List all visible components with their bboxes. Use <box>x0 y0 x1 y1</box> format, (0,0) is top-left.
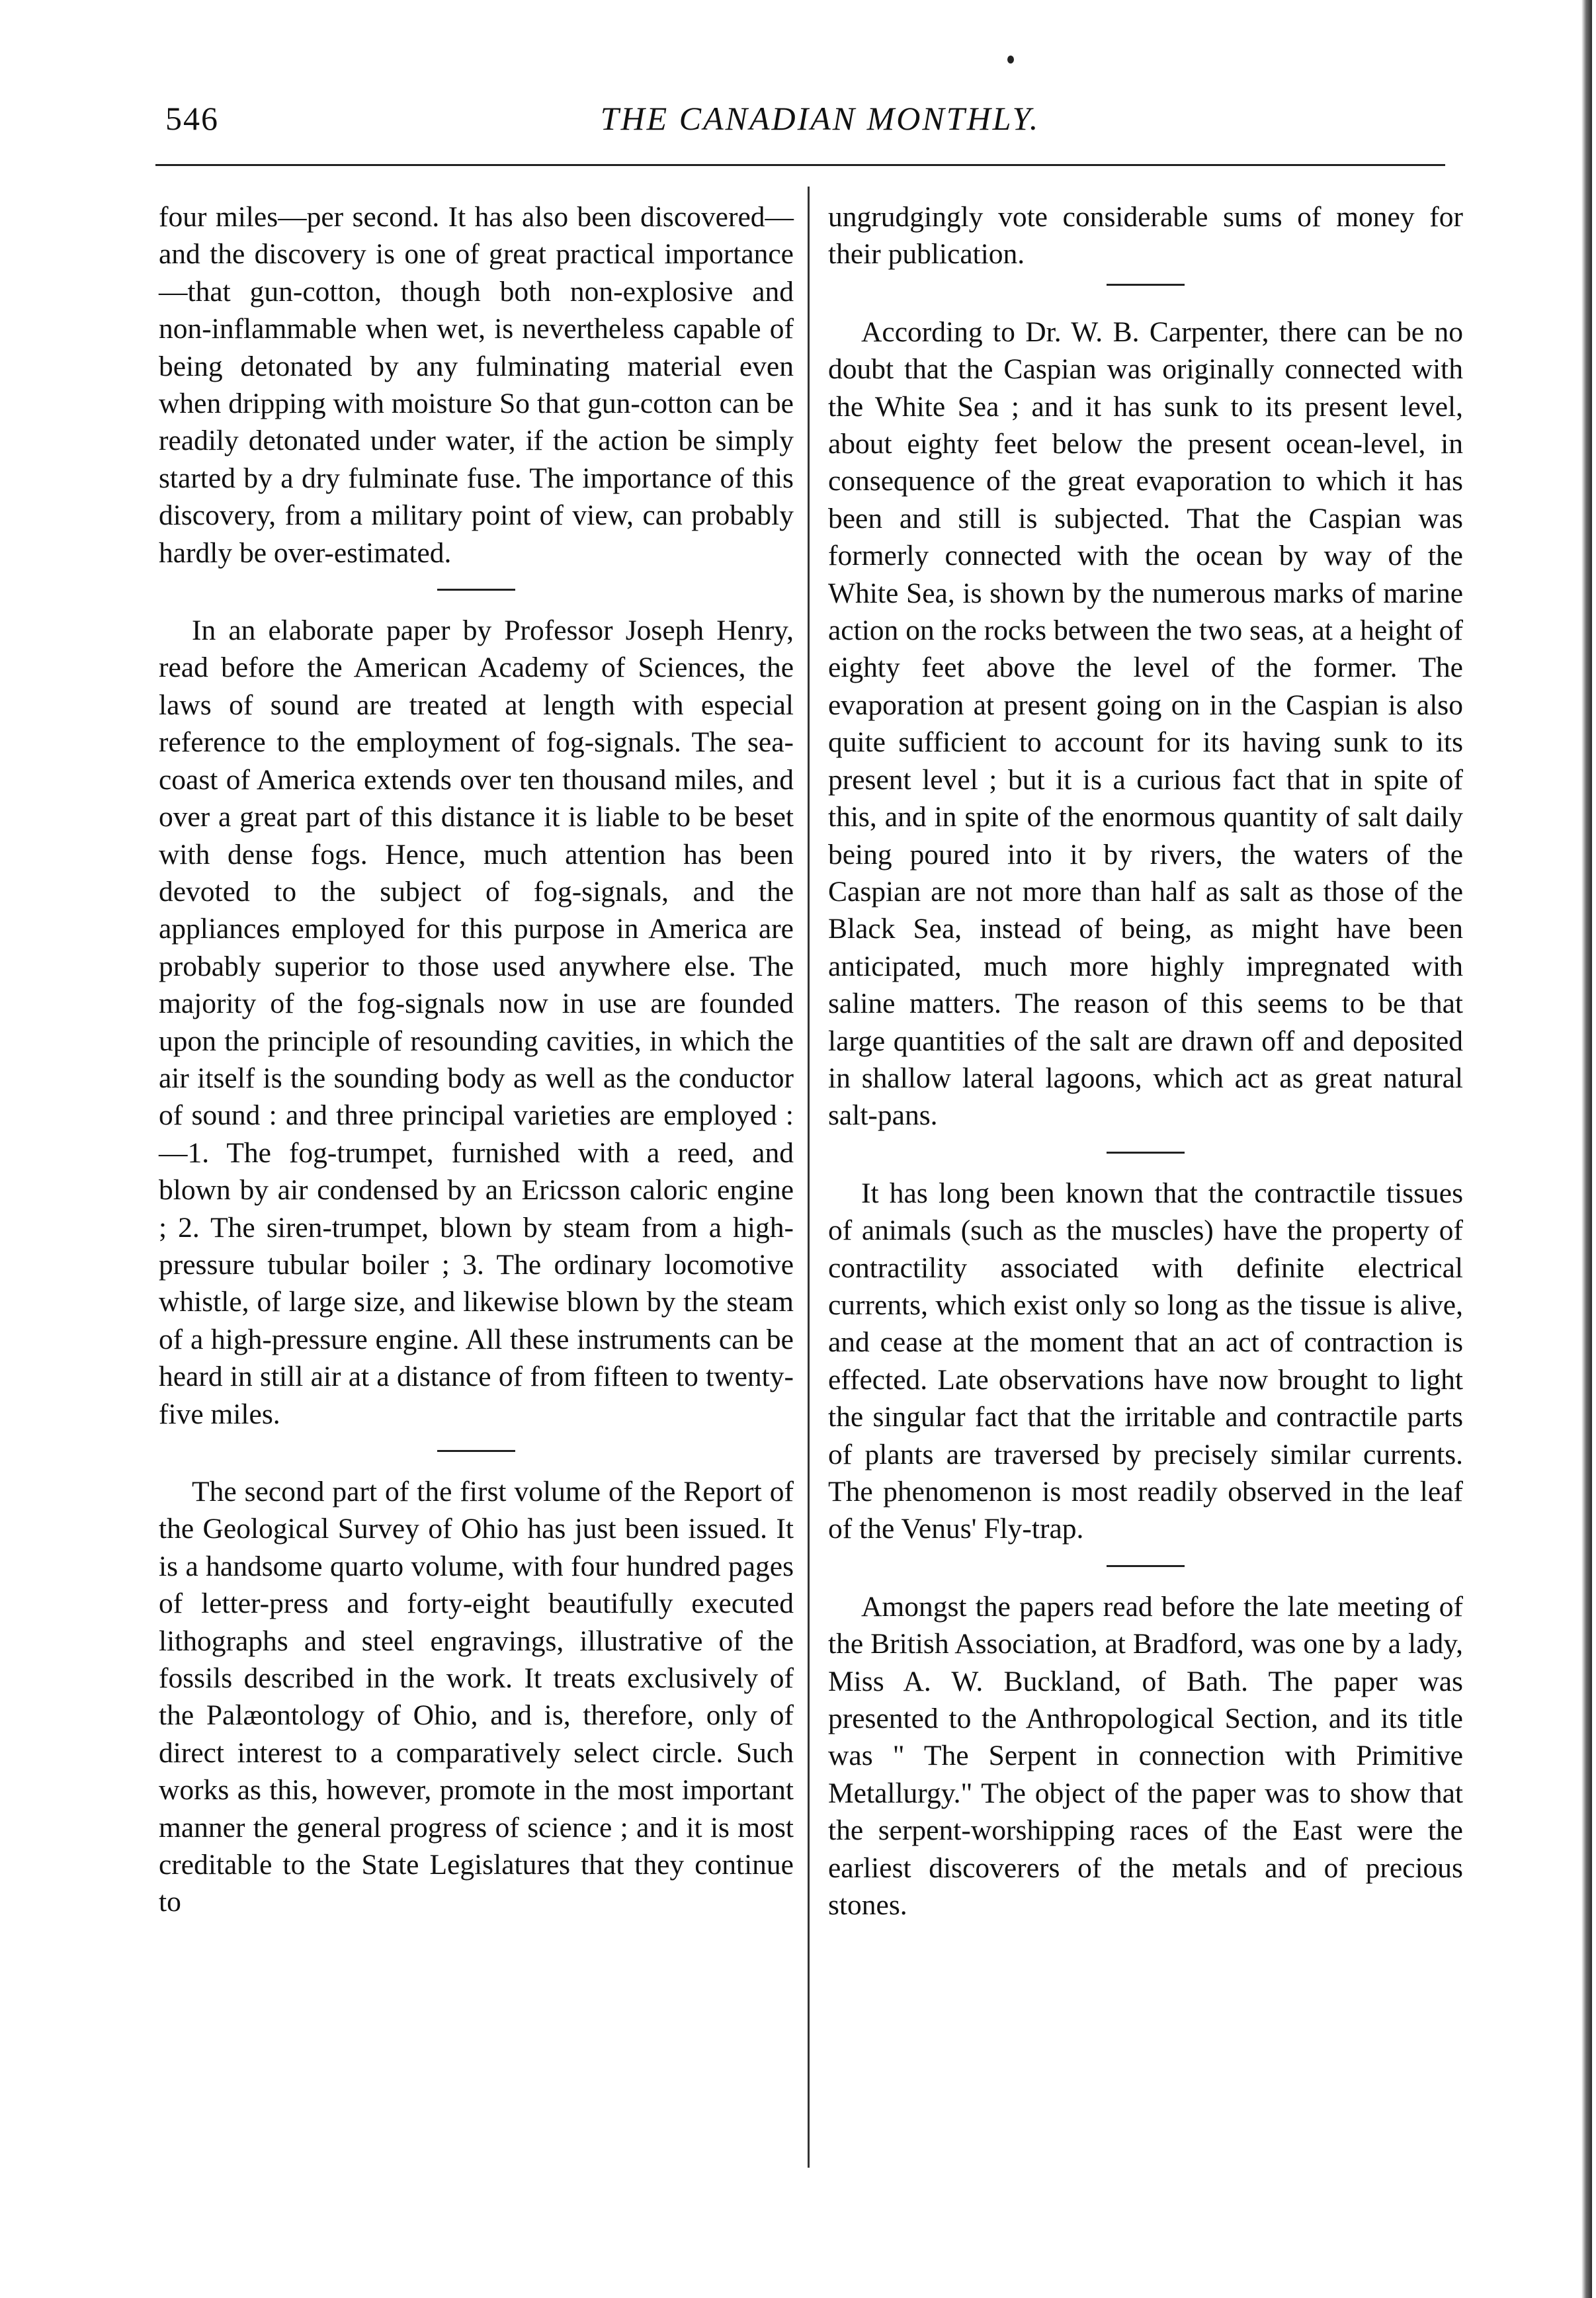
paragraph-publication: ungrudgingly vote considerable sums of money for their publication. <box>828 201 1463 271</box>
book-spine-edge <box>1581 0 1592 2298</box>
paragraph-fog-signals: In an elaborate paper by Professor Joseph Henry, read before the American Academy of Sciences, the laws of sound are treated at length with especial reference to the employment of fog-signals. The sea-coast of America extends over ten thousand miles, and over a great part of this distance it is liable to be beset with dense fogs. Hence, much attention has been devoted to the subject of fog-signals, and the appliances employed for this purpose in America are probably superior to those used anywhere else. The majority of the fog-signals now in use are founded upon the principle of resounding cavities, in which the air itself is the sounding body as well as the conductor of sound : and three principal varieties are employed :—1. The fog-trumpet, furnished with a reed, and blown by air condensed by an Ericsson caloric engine ; 2. The siren-trumpet, blown by steam from a high-pressure tubular boiler ; 3. The ordinary locomotive whistle, of large size, and likewise blown by the steam of a high-pressure engine. All these instruments can be heard in still air at a distance of from fifteen to twenty-five miles. <box>159 615 794 1430</box>
paragraph-plant-currents: It has long been known that the contractile tissues of animals (such as the muscles) have the property of contractility associated with definite electrical currents, which exist only so long as the tissue is alive, and cease at the moment that an act of contraction is effected. Late observations have now brought to light the singular fact that the irritable and contractile parts of plants are traversed by precisely similar currents. The phenomenon is most readily observed in the leaf of the Venus' Fly-trap. <box>828 1177 1463 1545</box>
section-separator <box>1107 284 1185 286</box>
section-separator <box>1107 1565 1185 1567</box>
paragraph-gun-cotton: four miles—per second. It has also been discovered—and the discovery is one of great practical importance—that gun-cotton, though both non-explosive and non-inflammable when wet, is nevertheless capable of being detonated by any fulminating material even when dripping with moisture So that gun-cotton can be readily detonated under water, if the action be simply started by a dry fulminate fuse. The importance of this discovery, from a military point of view, can probably hardly be over-estimated. <box>159 201 794 569</box>
paragraph-caspian: According to Dr. W. B. Carpenter, there can be no doubt that the Caspian was originally connected with the White Sea ; and it has sunk to its present level, about eighty feet below the present ocean-level, in consequence of the great evaporation to which it has been and still is subjected. That the Caspian was formerly connected with the ocean by way of the White Sea, is shown by the numerous marks of marine action on the rocks between the two seas, at a height of eighty feet above the level of the former. The evaporation at present going on in the Caspian is also quite sufficient to account for its having sunk to its present level ; but it is a curious fact that in spite of this, and in spite of the enormous quantity of salt daily being poured into it by rivers, the waters of the Caspian are not more than half as salt as those of the Black Sea, instead of being, as might have been anticipated, much more highly impregnated with saline matters. The reason of this seems to be that large quantities of the salt are drawn off and deposited in shallow lateral lagoons, which act as great natural salt-pans. <box>828 316 1463 1132</box>
print-speck <box>1007 56 1014 64</box>
section-separator <box>1107 1152 1185 1154</box>
header-rule <box>155 164 1445 166</box>
page-header <box>0 99 1596 152</box>
paragraph-british-association: Amongst the papers read before the late meeting of the British Association, at Bradford, was one by a lady, Miss A. W. Buckland, of Bath. The paper was presented to the Anthropological Section, and its title was " The Serpent in connection with Primitive Metallurgy." The object of the paper was to show that the serpent-worshipping races of the East were the earliest discoverers of the metals and of precious stones. <box>828 1590 1463 1922</box>
section-separator <box>437 589 515 591</box>
section-separator <box>437 1450 515 1452</box>
paragraph-ohio-survey: The second part of the first volume of the Report of the Geological Survey of Ohio has just been issued. It is a handsome quarto volume, with four hundred pages of letter-press and forty-eight beautifully executed lithographs and steel engravings, illustrative of the fossils described in the work. It treats exclusively of the Palæontology of Ohio, and is, therefore, only of direct interest to a comparatively select circle. Such works as this, however, promote in the most important manner the general progress of science ; and it is most creditable to the State Legislatures that they continue to <box>159 1476 794 1918</box>
right-column <box>828 198 1463 1924</box>
page-number: 546 <box>165 100 219 137</box>
left-column <box>159 198 794 1921</box>
column-divider <box>808 187 810 2168</box>
running-title: THE CANADIAN MONTHLY. <box>600 100 1040 137</box>
